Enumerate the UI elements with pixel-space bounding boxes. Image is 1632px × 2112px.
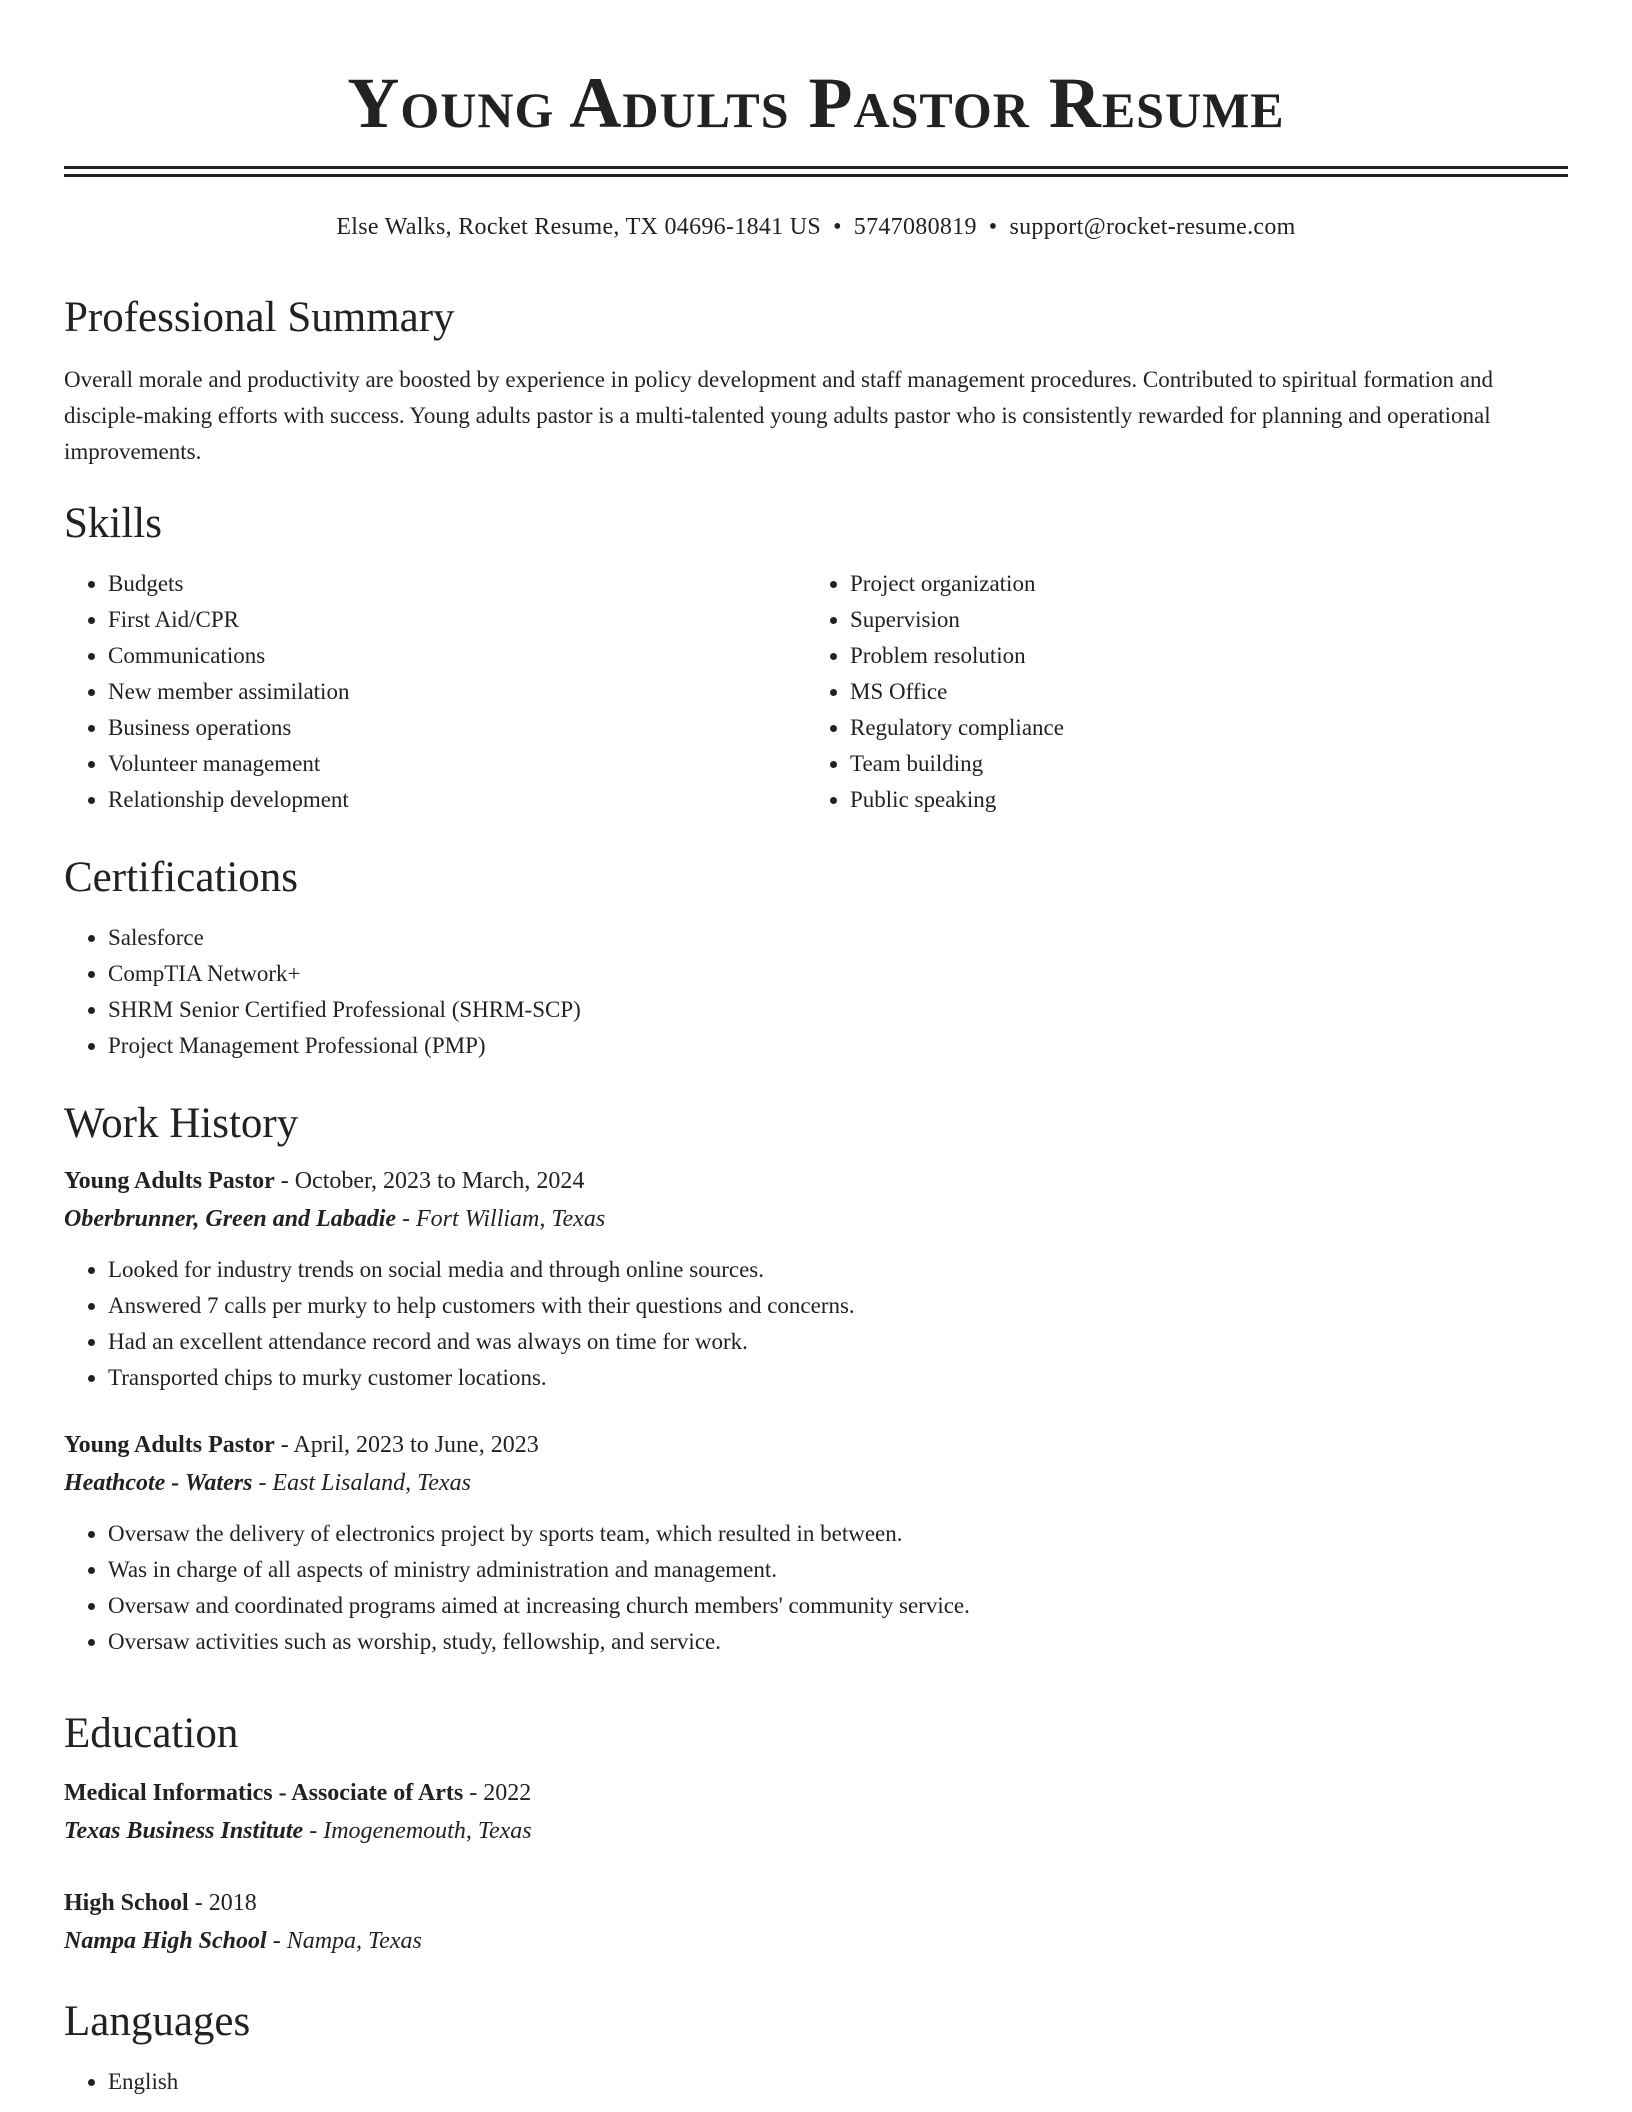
certifications-list bbox=[64, 920, 1568, 1064]
contact-separator: • bbox=[833, 214, 842, 240]
job-duty-item: • Was in charge of all aspects of ministry administration and management. bbox=[108, 1552, 1568, 1588]
job-duty-item: • Had an excellent attendance record and was always on time for work. bbox=[108, 1324, 1568, 1360]
summary-section bbox=[64, 292, 1568, 470]
skill-item: • MS Office bbox=[850, 674, 1548, 710]
education-entry bbox=[64, 1774, 1568, 1850]
certification-item: • Salesforce bbox=[108, 920, 1568, 956]
job-duties bbox=[64, 1516, 1568, 1660]
title-divider bbox=[64, 166, 1568, 177]
skill-item: • Regulatory compliance bbox=[850, 710, 1548, 746]
school-name: Nampa High School bbox=[64, 1928, 267, 1954]
skill-item: • Project organization bbox=[850, 566, 1548, 602]
skills-columns bbox=[64, 566, 1568, 818]
job-duty-item: • Transported chips to murky customer locations. bbox=[108, 1360, 1568, 1396]
company-location: - Fort William, Texas bbox=[396, 1206, 606, 1232]
school-line bbox=[64, 1922, 1568, 1960]
school-location: - Imogenemouth, Texas bbox=[303, 1818, 532, 1844]
contact-phone: 5747080819 bbox=[853, 214, 977, 240]
degree-name: Medical Informatics - Associate of Arts bbox=[64, 1780, 464, 1806]
certification-item: • Project Management Professional (PMP) bbox=[108, 1028, 1568, 1064]
school-location: - Nampa, Texas bbox=[266, 1928, 422, 1954]
languages-heading: Languages bbox=[64, 1998, 251, 2045]
job-title: Young Adults Pastor bbox=[64, 1168, 275, 1194]
education-section bbox=[64, 1708, 1568, 1960]
job-title: Young Adults Pastor bbox=[64, 1432, 275, 1458]
skill-item: • Budgets bbox=[108, 566, 806, 602]
degree-line bbox=[64, 1884, 1568, 1922]
company-name: Oberbrunner, Green and Labadie bbox=[64, 1206, 397, 1232]
education-heading: Education bbox=[64, 1710, 239, 1757]
degree-year: - 2022 bbox=[463, 1780, 532, 1806]
resume-page bbox=[64, 0, 1568, 2094]
company-line bbox=[64, 1464, 1568, 1502]
company-name: Heathcote - Waters bbox=[64, 1470, 253, 1496]
company-location: - East Lisaland, Texas bbox=[252, 1470, 471, 1496]
work-history-heading: Work History bbox=[64, 1100, 299, 1147]
job-title-line bbox=[64, 1426, 1568, 1464]
skill-item: • New member assimilation bbox=[108, 674, 806, 710]
skill-item: • Business operations bbox=[108, 710, 806, 746]
language-item: • English bbox=[108, 2064, 1568, 2100]
skill-item: • Relationship development bbox=[108, 782, 806, 818]
company-line bbox=[64, 1200, 1568, 1238]
degree-year: - 2018 bbox=[188, 1890, 257, 1916]
job-dates: - October, 2023 to March, 2024 bbox=[274, 1168, 585, 1194]
certification-item: • SHRM Senior Certified Professional (SHRM-SCP) bbox=[108, 992, 1568, 1028]
skill-item: • Team building bbox=[850, 746, 1548, 782]
job-duty-item: • Oversaw activities such as worship, study, fellowship, and service. bbox=[108, 1624, 1568, 1660]
skills-column-right bbox=[806, 566, 1548, 818]
languages-section bbox=[64, 1996, 1568, 2100]
job-duty-item: • Answered 7 calls per murky to help customers with their questions and concerns. bbox=[108, 1288, 1568, 1324]
job-dates: - April, 2023 to June, 2023 bbox=[274, 1432, 539, 1458]
degree-name: High School bbox=[64, 1890, 189, 1916]
skill-item: • Problem resolution bbox=[850, 638, 1548, 674]
job-duties bbox=[64, 1252, 1568, 1396]
skill-item: • Communications bbox=[108, 638, 806, 674]
contact-address: Else Walks, Rocket Resume, TX 04696-1841 US bbox=[336, 214, 822, 240]
skills-heading: Skills bbox=[64, 500, 162, 547]
summary-heading: Professional Summary bbox=[64, 294, 455, 341]
job-entry bbox=[64, 1426, 1568, 1660]
summary-text: Overall morale and productivity are boosted by experience in policy development and staff management procedures. Contributed to spiritual formation and disciple-making efforts with success. Young adults pastor is a multi-talented young adults pastor who is consistently rewarded for planning and operational improvements. bbox=[64, 367, 1493, 464]
job-title-line bbox=[64, 1162, 1568, 1200]
job-entry bbox=[64, 1162, 1568, 1396]
skill-item: • First Aid/CPR bbox=[108, 602, 806, 638]
skill-item: • Public speaking bbox=[850, 782, 1548, 818]
job-duty-item: • Oversaw the delivery of electronics project by sports team, which resulted in between. bbox=[108, 1516, 1568, 1552]
certifications-section bbox=[64, 852, 1568, 1064]
skill-item: • Volunteer management bbox=[108, 746, 806, 782]
job-duty-item: • Oversaw and coordinated programs aimed at increasing church members' community service. bbox=[108, 1588, 1568, 1624]
contact-email: support@rocket-resume.com bbox=[1009, 214, 1296, 240]
job-duty-item: • Looked for industry trends on social media and through online sources. bbox=[108, 1252, 1568, 1288]
skill-item: • Supervision bbox=[850, 602, 1548, 638]
school-name: Texas Business Institute bbox=[64, 1818, 304, 1844]
certifications-heading: Certifications bbox=[64, 854, 299, 901]
school-line bbox=[64, 1812, 1568, 1850]
contact-line bbox=[64, 211, 1568, 243]
page-title: Young Adults Pastor Resume bbox=[347, 63, 1285, 143]
education-entry bbox=[64, 1884, 1568, 1960]
skills-section bbox=[64, 498, 1568, 818]
certification-item: • CompTIA Network+ bbox=[108, 956, 1568, 992]
degree-line bbox=[64, 1774, 1568, 1812]
contact-separator: • bbox=[988, 214, 998, 240]
languages-list bbox=[64, 2064, 1568, 2100]
work-history-section bbox=[64, 1098, 1568, 1660]
skills-column-left bbox=[64, 566, 806, 818]
